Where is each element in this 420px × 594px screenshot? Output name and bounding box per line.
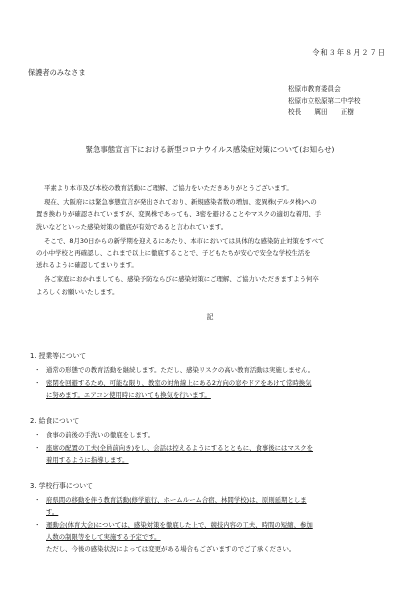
item-line: 密閉を回避するため、可能な限り、教室の対角線上にある2方向の窓やドアをあけて常時換気: [46, 379, 312, 387]
section-title: 2. 給食について: [30, 417, 80, 425]
notice-title: 緊急事態宣言下における新型コロナウイルス感染症対策について(お知らせ): [85, 145, 335, 154]
ki-heading: 記: [206, 313, 214, 321]
body-line: 平素より本市及び本校の教育活動にご理解、ご協力をいただきありがとうございます。: [44, 184, 293, 192]
addressee: 保護者のみなさま: [28, 68, 86, 77]
sender-principal: 校長 厲田 正樹: [288, 108, 354, 116]
body-line: よろしくお願いいたします。: [36, 287, 119, 296]
item-line: す。: [46, 508, 59, 516]
bullet-icon: ・: [34, 366, 41, 374]
body-line: 置き換わりが確認されていますが、変異株であっても、3密を避けることやマスクの適切な着用、手: [36, 210, 322, 219]
bullet-icon: ・: [34, 379, 41, 387]
body-line: 洗いなどといった感染対策の徹底が有効であると言われています。: [36, 222, 228, 231]
section-events: [30, 480, 400, 555]
section-classes: [30, 350, 400, 401]
bullet-icon: ・: [34, 431, 41, 439]
body-paragraph: [36, 182, 396, 194]
body-line: 送れるように確認してまいります。: [36, 261, 138, 270]
item-line: 運動会(体育大会)については、感染対策を徹底した上で、競技内容の工夫、時間の短縮、参加: [46, 521, 313, 529]
body-paragraph: [36, 235, 396, 272]
item-line: 通常の形態での教育活動を継続します。ただし、感染リスクの高い教育活動は実施しません。: [46, 366, 315, 374]
list-item: [30, 429, 400, 441]
list-item: [30, 519, 400, 555]
list-item: [30, 442, 400, 466]
item-line: に努めます。エアコン使用時においても換気を行います。: [46, 391, 211, 399]
list-item: [30, 364, 400, 376]
section-lunch: [30, 415, 400, 466]
item-line: 人数の制限等をして実施する予定です。: [46, 533, 161, 541]
section-title: 1. 授業等について: [30, 352, 87, 360]
section-title: 3. 学校行事について: [30, 482, 93, 490]
body-paragraph: [36, 196, 396, 233]
sender-block: [288, 84, 361, 119]
list-item: [30, 494, 400, 518]
item-line: 着用するように指導します。: [46, 456, 129, 464]
item-line: 食事の前後の手洗いの徹底をします。: [46, 431, 155, 439]
body-line: 各ご家庭におかれましても、感染予防ならびに感染対策にご理解、ご協力いただきますよう何卒: [44, 275, 319, 284]
body-line: の小中学校と再確認し、これまで以上に徹底することで、子どもたちが安心で安全な学校生活を: [36, 249, 311, 258]
bullet-icon: ・: [34, 496, 41, 504]
sender-organization: 松原市教育委員会: [288, 85, 341, 93]
item-line: 府県間の移動を伴う教育活動(修学旅行、ホームルーム合宿、林間学校)は、原則延期としま: [46, 496, 307, 504]
notice-body: [36, 182, 396, 300]
body-paragraph: [36, 273, 396, 297]
list-item: [30, 377, 400, 401]
body-line: そこで、8月30日からの新学期を迎えるにあたり、本市においては具体的な感染防止対策をすべて: [44, 236, 325, 245]
bullet-icon: ・: [34, 444, 41, 452]
bullet-icon: ・: [34, 521, 41, 529]
item-line: 座席の配置の工夫(全員前向き)をし、会話は控えるようにするとともに、食事後にはマスクを: [46, 444, 314, 452]
body-line: 現在、大阪府には緊急事態宣言が発出されており、新規感染者数の増加、変異株(デルタ株)への: [44, 198, 317, 207]
notice-sections: [30, 350, 400, 569]
sender-school: 松原市立松原第二中学校: [288, 96, 361, 105]
notice-date: 令和３年８月２７日: [312, 48, 386, 57]
item-line: ただし、今後の感染状況によっては変更がある場合もございますのでご了承ください。: [46, 545, 296, 553]
